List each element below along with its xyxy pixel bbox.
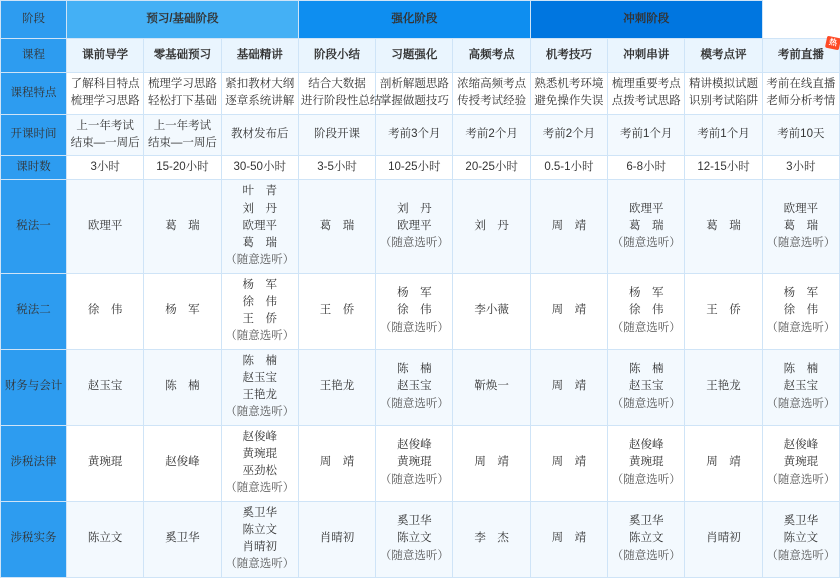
course-column-3[interactable]: 阶段小结 <box>298 39 375 73</box>
teachers-cell-2-3: 王艳龙 <box>298 349 375 425</box>
teachers-cell-3-5: 周 靖 <box>453 425 530 501</box>
teachers-cell-0-5: 刘 丹 <box>453 180 530 273</box>
hours-cell-4: 10-25小时 <box>376 156 453 180</box>
teachers-cell-2-0: 赵玉宝 <box>67 349 144 425</box>
hours-cell-5: 20-25小时 <box>453 156 530 180</box>
start-time-cell-8: 考前1个月 <box>685 114 762 156</box>
course-column-8[interactable]: 模考点评 <box>685 39 762 73</box>
features-cell-0: 了解科目特点 梳理学习思路 <box>67 73 144 115</box>
teachers-cell-0-8: 葛 瑞 <box>685 180 762 273</box>
table-row-subject-tax-law-related <box>1 425 840 501</box>
hours-cell-0: 3小时 <box>67 156 144 180</box>
hours-cell-2: 30-50小时 <box>221 156 298 180</box>
table-row-start-time <box>1 114 840 156</box>
course-column-6[interactable]: 机考技巧 <box>530 39 607 73</box>
teachers-cell-0-1: 葛 瑞 <box>144 180 221 273</box>
row-label-tax-law-2: 税法二 <box>1 273 67 349</box>
start-time-cell-0: 上一年考试 结束—一周后 <box>67 114 144 156</box>
teachers-cell-4-2: 奚卫华 陈立文 肖晴初 （随意选听） <box>221 501 298 577</box>
features-cell-5: 浓缩高频考点 传授考试经验 <box>453 73 530 115</box>
table-row-phase <box>1 1 840 39</box>
teachers-cell-3-8: 周 靖 <box>685 425 762 501</box>
teachers-cell-0-2: 叶 青 刘 丹 欧理平 葛 瑞 （随意选听） <box>221 180 298 273</box>
teachers-cell-3-2: 赵俊峰 黄琬琨 巫劲松 （随意选听） <box>221 425 298 501</box>
teachers-cell-1-3: 王 侨 <box>298 273 375 349</box>
teachers-cell-1-7: 杨 军 徐 伟 （随意选听） <box>608 273 685 349</box>
teachers-cell-1-4: 杨 军 徐 伟 （随意选听） <box>376 273 453 349</box>
features-cell-1: 梳理学习思路 轻松打下基础 <box>144 73 221 115</box>
phase-header-intensive: 强化阶段 <box>298 1 530 39</box>
teachers-cell-0-7: 欧理平 葛 瑞 （随意选听） <box>608 180 685 273</box>
teachers-cell-3-9: 赵俊峰 黄琬琨 （随意选听） <box>762 425 839 501</box>
start-time-cell-1: 上一年考试 结束—一周后 <box>144 114 221 156</box>
row-label-finance-accounting: 财务与会计 <box>1 349 67 425</box>
hours-cell-8: 12-15小时 <box>685 156 762 180</box>
features-cell-3: 结合大数据 进行阶段性总结 <box>298 73 375 115</box>
row-label-tax-practice: 涉税实务 <box>1 501 67 577</box>
teachers-cell-4-5: 李 杰 <box>453 501 530 577</box>
teachers-cell-2-4: 陈 楠 赵玉宝 （随意选听） <box>376 349 453 425</box>
row-label-course: 课程 <box>1 39 67 73</box>
hours-cell-3: 3-5小时 <box>298 156 375 180</box>
hours-cell-6: 0.5-1小时 <box>530 156 607 180</box>
teachers-cell-1-1: 杨 军 <box>144 273 221 349</box>
table-row-subject-finance-accounting <box>1 349 840 425</box>
start-time-cell-3: 阶段开课 <box>298 114 375 156</box>
start-time-cell-2: 教材发布后 <box>221 114 298 156</box>
teachers-cell-2-8: 王艳龙 <box>685 349 762 425</box>
start-time-cell-6: 考前2个月 <box>530 114 607 156</box>
hours-cell-9: 3小时 <box>762 156 839 180</box>
teachers-cell-2-2: 陈 楠 赵玉宝 王艳龙 （随意选听） <box>221 349 298 425</box>
hours-cell-7: 6-8小时 <box>608 156 685 180</box>
teachers-cell-1-6: 周 靖 <box>530 273 607 349</box>
teachers-cell-0-9: 欧理平 葛 瑞 （随意选听） <box>762 180 839 273</box>
row-label-features: 课程特点 <box>1 73 67 115</box>
start-time-cell-4: 考前3个月 <box>376 114 453 156</box>
course-column-7[interactable]: 冲刺串讲 <box>608 39 685 73</box>
teachers-cell-1-0: 徐 伟 <box>67 273 144 349</box>
course-column-1[interactable]: 零基础预习 <box>144 39 221 73</box>
teachers-cell-3-0: 黄琬琨 <box>67 425 144 501</box>
features-cell-8: 精讲模拟试题 识别考试陷阱 <box>685 73 762 115</box>
course-column-5[interactable]: 高频考点 <box>453 39 530 73</box>
course-column-2[interactable]: 基础精讲 <box>221 39 298 73</box>
phase-header-sprint: 冲刺阶段 <box>530 1 762 39</box>
teachers-cell-0-4: 刘 丹 欧理平 （随意选听） <box>376 180 453 273</box>
features-cell-4: 剖析解题思路 掌握做题技巧 <box>376 73 453 115</box>
start-time-cell-7: 考前1个月 <box>608 114 685 156</box>
start-time-cell-9: 考前10天 <box>762 114 839 156</box>
teachers-cell-4-7: 奚卫华 陈立文 （随意选听） <box>608 501 685 577</box>
features-cell-7: 梳理重要考点 点拨考试思路 <box>608 73 685 115</box>
hours-cell-1: 15-20小时 <box>144 156 221 180</box>
phase-header-preview: 预习/基础阶段 <box>67 1 299 39</box>
teachers-cell-2-9: 陈 楠 赵玉宝 （随意选听） <box>762 349 839 425</box>
row-label-hours: 课时数 <box>1 156 67 180</box>
teachers-cell-1-2: 杨 军 徐 伟 王 侨 （随意选听） <box>221 273 298 349</box>
table-row-subject-tax-practice <box>1 501 840 577</box>
features-cell-9: 考前在线直播 老师分析考情 <box>762 73 839 115</box>
teachers-cell-0-3: 葛 瑞 <box>298 180 375 273</box>
course-column-9-label: 考前直播 <box>777 48 824 61</box>
row-label-phase: 阶段 <box>1 1 67 39</box>
teachers-cell-4-0: 陈立文 <box>67 501 144 577</box>
row-label-tax-law-related: 涉税法律 <box>1 425 67 501</box>
start-time-cell-5: 考前2个月 <box>453 114 530 156</box>
teachers-cell-1-8: 王 侨 <box>685 273 762 349</box>
row-label-tax-law-1: 税法一 <box>1 180 67 273</box>
teachers-cell-3-1: 赵俊峰 <box>144 425 221 501</box>
features-cell-2: 紧扣教材大纲 逐章系统讲解 <box>221 73 298 115</box>
teachers-cell-4-3: 肖晴初 <box>298 501 375 577</box>
teachers-cell-0-6: 周 靖 <box>530 180 607 273</box>
table-row-subject-tax-law-1 <box>1 180 840 273</box>
features-cell-6: 熟悉机考环境 避免操作失误 <box>530 73 607 115</box>
teachers-cell-2-6: 周 靖 <box>530 349 607 425</box>
table-row-course-names <box>1 39 840 73</box>
teachers-cell-2-5: 靳焕一 <box>453 349 530 425</box>
teachers-cell-3-7: 赵俊峰 黄琬琨 （随意选听） <box>608 425 685 501</box>
teachers-cell-4-4: 奚卫华 陈立文 （随意选听） <box>376 501 453 577</box>
teachers-cell-3-6: 周 靖 <box>530 425 607 501</box>
table-row-subject-tax-law-2 <box>1 273 840 349</box>
course-column-4[interactable]: 习题强化 <box>376 39 453 73</box>
teachers-cell-3-3: 周 靖 <box>298 425 375 501</box>
row-label-start-time: 开课时间 <box>1 114 67 156</box>
course-column-0[interactable]: 课前导学 <box>67 39 144 73</box>
teachers-cell-2-1: 陈 楠 <box>144 349 221 425</box>
teachers-cell-1-5: 李小薇 <box>453 273 530 349</box>
teachers-cell-1-9: 杨 军 徐 伟 （随意选听） <box>762 273 839 349</box>
teachers-cell-4-6: 周 靖 <box>530 501 607 577</box>
teachers-cell-4-1: 奚卫华 <box>144 501 221 577</box>
teachers-cell-4-8: 肖晴初 <box>685 501 762 577</box>
table-row-hours <box>1 156 840 180</box>
teachers-cell-3-4: 赵俊峰 黄琬琨 （随意选听） <box>376 425 453 501</box>
teachers-cell-0-0: 欧理平 <box>67 180 144 273</box>
hot-badge-icon: 热 <box>825 36 840 51</box>
course-column-9[interactable] <box>762 39 839 73</box>
teachers-cell-4-9: 奚卫华 陈立文 （随意选听） <box>762 501 839 577</box>
teachers-cell-2-7: 陈 楠 赵玉宝 （随意选听） <box>608 349 685 425</box>
table-row-features <box>1 73 840 115</box>
